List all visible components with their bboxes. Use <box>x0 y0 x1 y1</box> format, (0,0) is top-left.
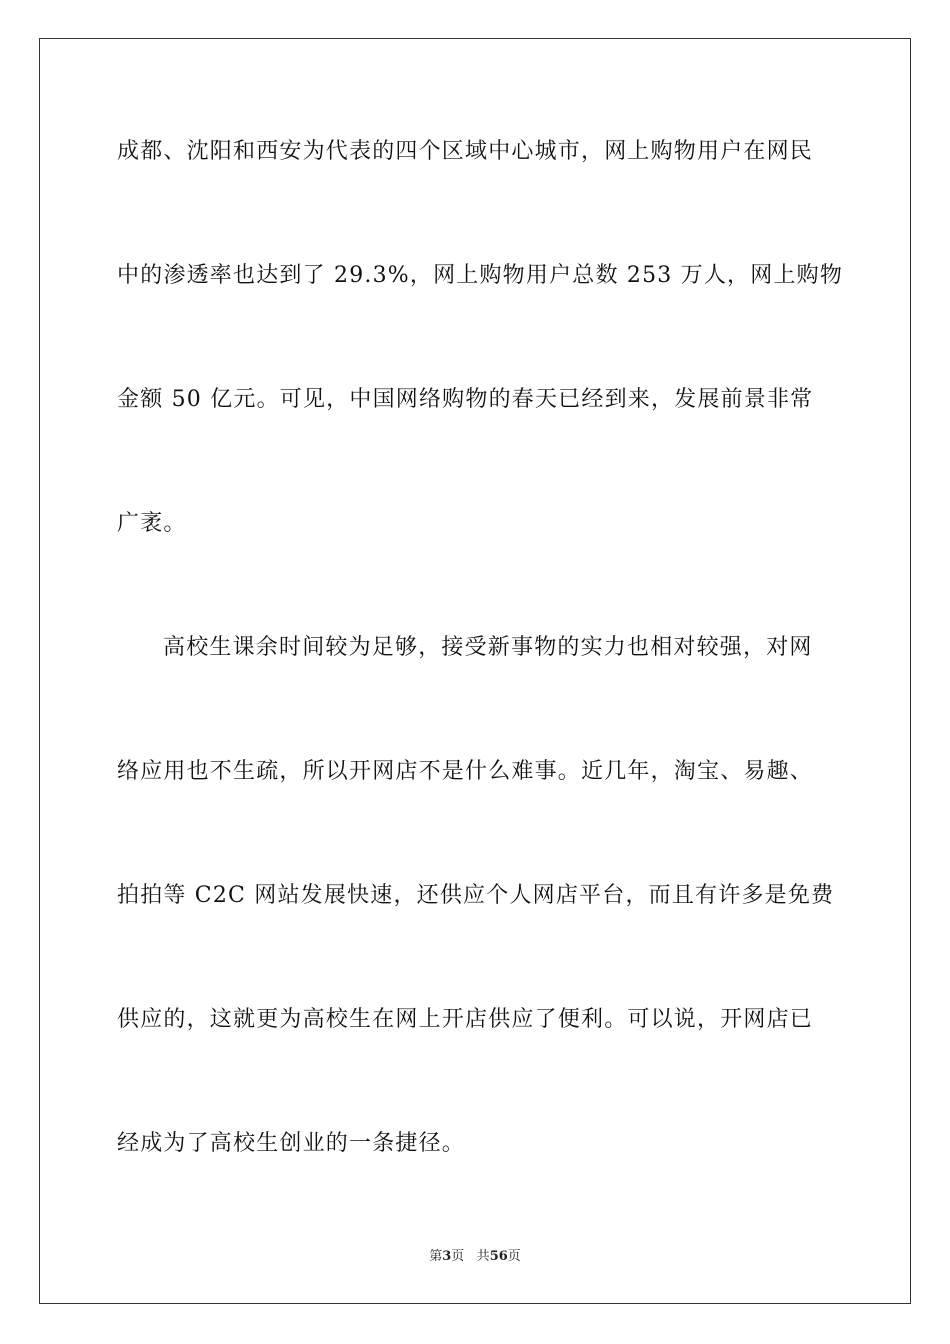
text-line-1: 成都、沈阳和西安为代表的四个区域中心城市，网上购物用户在网民 <box>117 139 814 164</box>
text-line-4: 广袤。 <box>117 511 187 536</box>
footer-page-prefix: 第 <box>429 1249 443 1264</box>
footer-total-prefix: 共 <box>476 1249 490 1264</box>
footer-page-suffix: 页 <box>451 1249 465 1264</box>
text-line-7: 拍拍等 C2C 网站发展快速，还供应个人网店平台，而且有许多是免费 <box>117 883 835 908</box>
text-line-2: 中的渗透率也达到了 29.3%，网上购物用户总数 253 万人，网上购物 <box>117 263 844 288</box>
text-line-3: 金额 50 亿元。可见，中国网络购物的春天已经到来，发展前景非常 <box>117 387 814 412</box>
text-line-5-paragraph-start: 高校生课余时间较为足够，接受新事物的实力也相对较强，对网 <box>163 635 813 660</box>
text-line-8: 供应的，这就更为高校生在网上开店供应了便利。可以说，开网店已 <box>117 1007 814 1032</box>
page-border <box>39 38 911 1304</box>
text-line-9: 经成为了高校生创业的一条捷径。 <box>117 1131 466 1156</box>
text-line-6: 络应用也不生疏，所以开网店不是什么难事。近几年，淘宝、易趣、 <box>117 759 814 784</box>
footer-total-suffix: 页 <box>507 1249 521 1264</box>
page-footer <box>0 1248 950 1266</box>
footer-page-number: 3 <box>442 1249 452 1264</box>
footer-total-pages: 56 <box>489 1249 508 1264</box>
